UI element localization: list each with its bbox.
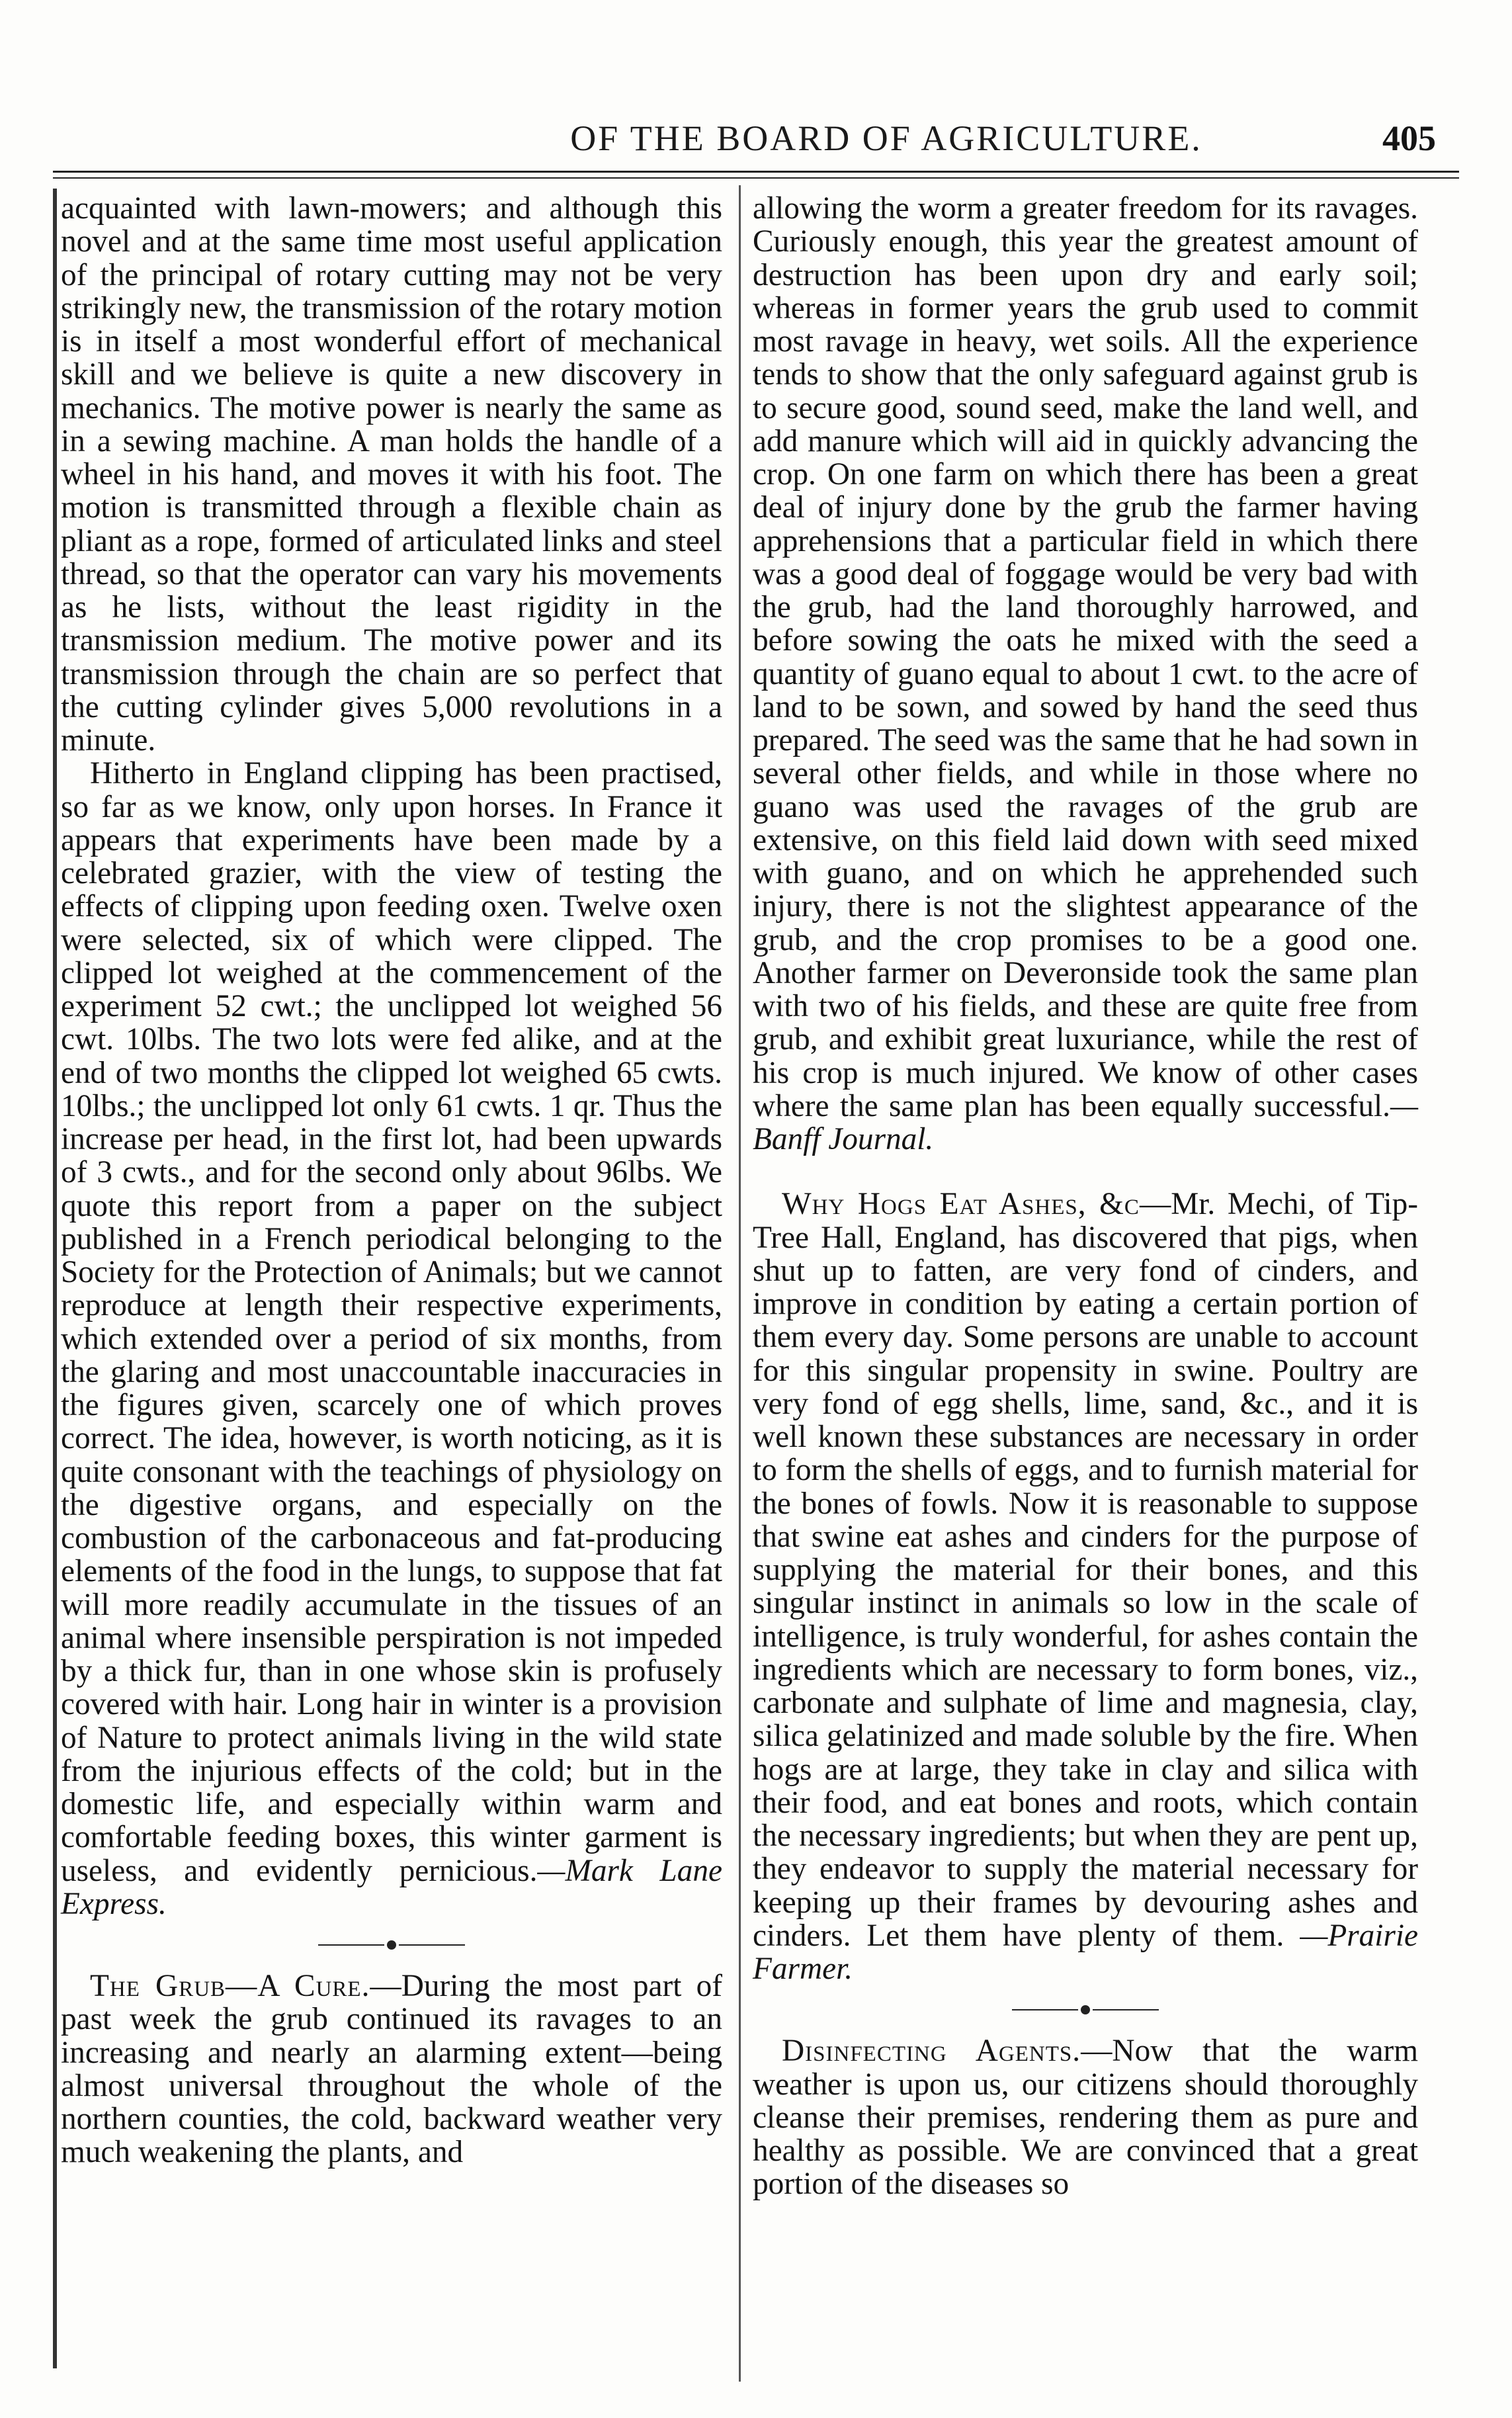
- right-column: [753, 192, 1418, 2201]
- hogs-heading: Why Hogs Eat Ashes, &c: [782, 1187, 1140, 1222]
- header-rule-thin: [53, 177, 1459, 179]
- article-separator: [61, 1921, 722, 1969]
- clipping-article: [61, 757, 722, 1921]
- grub-paragraph: —During the most part of past week the grub continued its ravages to an increasing and nearly an alarming extent—being almost universal throughout the whole of the northern counties, the cold, backward weather very much weakening the plants, and: [61, 1969, 722, 2170]
- lawn-mower-paragraph: acquainted with lawn-mowers; and although this novel and at the same time most useful application of the principal of rotary cutting may not be very strikingly new, the transmission of the rotary motion is in itself a most wonderful effort of mechanical skill and we believe is quite a new discovery in mechanics. The motive power is nearly the same as in a sewing machine. A man holds the handle of a wheel in his hand, and moves it with his foot. The motion is transmitted through a flexible chain as pliant as a rope, formed of articulated links and steel thread, so that the operator can vary his movements as he lists, without the least rigidity in the transmission medium. The motive power and its transmission through the chain are so perfect that the cutting cylinder gives 5,000 revolutions in a minute.: [61, 191, 722, 757]
- grub-article: [61, 1969, 722, 2169]
- grub-continued-article: [753, 192, 1418, 1156]
- disinfecting-heading: Disinfecting Agents.: [782, 2034, 1081, 2069]
- left-column: [61, 192, 722, 2169]
- hogs-paragraph: —Mr. Mechi, of Tip-Tree Hall, England, has discovered that pigs, when shut up to fatten, are very fond of cinders, and improve in condition by eating a certain portion of them every day. Some persons are unable to account for this singular propensity in swine. Poultry are very fond of egg shells, lime, sand, &c., and it is well known these substances are necessary in order to form the shells of eggs, and to furnish material for the bones of fowls. Now it is reasonable to suppose that swine eat ashes and cinders for the purpose of supplying the material for their bones, and this singular instinct in animals so low in the scale of intelligence, is truly wonderful, for ashes contain the ingredients which are necessary to form bones, viz., carbonate and sulphate of lime and magnesia, clay, silica gelatinized and made soluble by the fire. When hogs are at large, they take in clay and silica with their food, and eat bones and roots, which contain the necessary ingredients; but when they are pent up, they endeavor to supply the material necessary for keeping up their frames by devouring ashes and cinders. Let them have plenty of them.: [753, 1187, 1418, 1953]
- grub-source: —Banff Journal.: [753, 1088, 1418, 1156]
- grub-heading: The Grub—A Cure.: [90, 1969, 370, 2003]
- header-rule: [53, 171, 1459, 173]
- column-divider: [739, 185, 741, 2382]
- disinfecting-article: [753, 2034, 1418, 2200]
- running-head: OF THE BOARD OF AGRICULTURE.: [570, 118, 1202, 158]
- left-column-edge: [53, 189, 57, 2368]
- clipping-source: —Mark Lane Express.: [61, 1853, 723, 1921]
- clipping-paragraph: Hitherto in England clipping has been practised, so far as we know, only upon horses. In France it appears that experiments have been made by a celebrated grazier, with the view of testing the effects of clipping upon feeding oxen. Twelve oxen were selected, six of which were clipped. The clipped lot weighed at the commencement of the experiment 52 cwt.; the unclipped lot weighed 56 cwt. 10lbs. The two lots were fed alike, and at the end of two months the clipped lot weighed 65 cwts. 10lbs.; the unclipped lot only 61 cwts. 1 qr. Thus the increase per head, in the first lot, had been upwards of 3 cwts., and for the second only about 96lbs. We quote this report from a paper on the subject published in a French periodical belonging to the Society for the Protection of Animals; but we cannot reproduce at length their respective experiments, which extended over a period of six months, from the glaring and most unaccountable inaccuracies in the figures given, scarcely one of which proves correct. The idea, however, is worth noticing, as it is quite consonant with the teachings of physiology on the digestive organs, and especially on the combustion of the carbonaceous and fat-producing elements of the food in the lungs, to suppose that fat will more readily accumulate in the tissues of an animal where insensible perspiration is not impeded by a thick fur, than in one whose skin is profusely covered with hair. Long hair in winter is a provision of Nature to protect animals living in the wild state from the injurious effects of the cold; but in the domestic life, and especially within warm and comfortable feeding boxes, this winter garment is useless, and evidently pernicious.: [61, 756, 722, 1888]
- disinfecting-paragraph: —Now that the warm weather is upon us, our citizens should thoroughly cleanse their premises, rendering them as pure and healthy as possible. We are convinced that a great portion of the diseases so: [753, 2034, 1418, 2202]
- grub-continued-paragraph: allowing the worm a greater freedom for its ravages. Curiously enough, this year the greatest amount of destruction has been upon dry and early soil; whereas in former years the grub used to commit most ravage in heavy, wet soils. All the experience tends to show that the only safeguard against grub is to secure good, sound seed, make the land well, and add manure which will aid in quickly advancing the crop. On one farm on which there has been a great deal of injury done by the grub the farmer having apprehensions that a particular field in which there was a good deal of foggage would be very bad with the grub, had the land thoroughly harrowed, and before sowing the oats he mixed with the seed a quantity of guano equal to about 1 cwt. to the acre of land to be sown, and sowed by hand the seed thus prepared. The seed was the same that he had sown in several other fields, and while in those where no guano was used the ravages of the grub are extensive, on this field laid down with seed mixed with guano, and on which he apprehended such injury, there is not the slightest appearance of the grub, and the crop promises to be a good one. Another farmer on Deveronside took the same plan with two of his fields, and these are quite free from grub, and exhibit great luxuriance, while the rest of his crop is much injured. We know of other cases where the same plan has been equally successful.: [753, 191, 1418, 1123]
- article-separator: [753, 1985, 1418, 2034]
- page-number: 405: [1382, 118, 1436, 158]
- spacer: [753, 1156, 1418, 1187]
- hogs-source: —Prairie Farmer.: [753, 1918, 1418, 1986]
- hogs-article: [753, 1187, 1418, 1985]
